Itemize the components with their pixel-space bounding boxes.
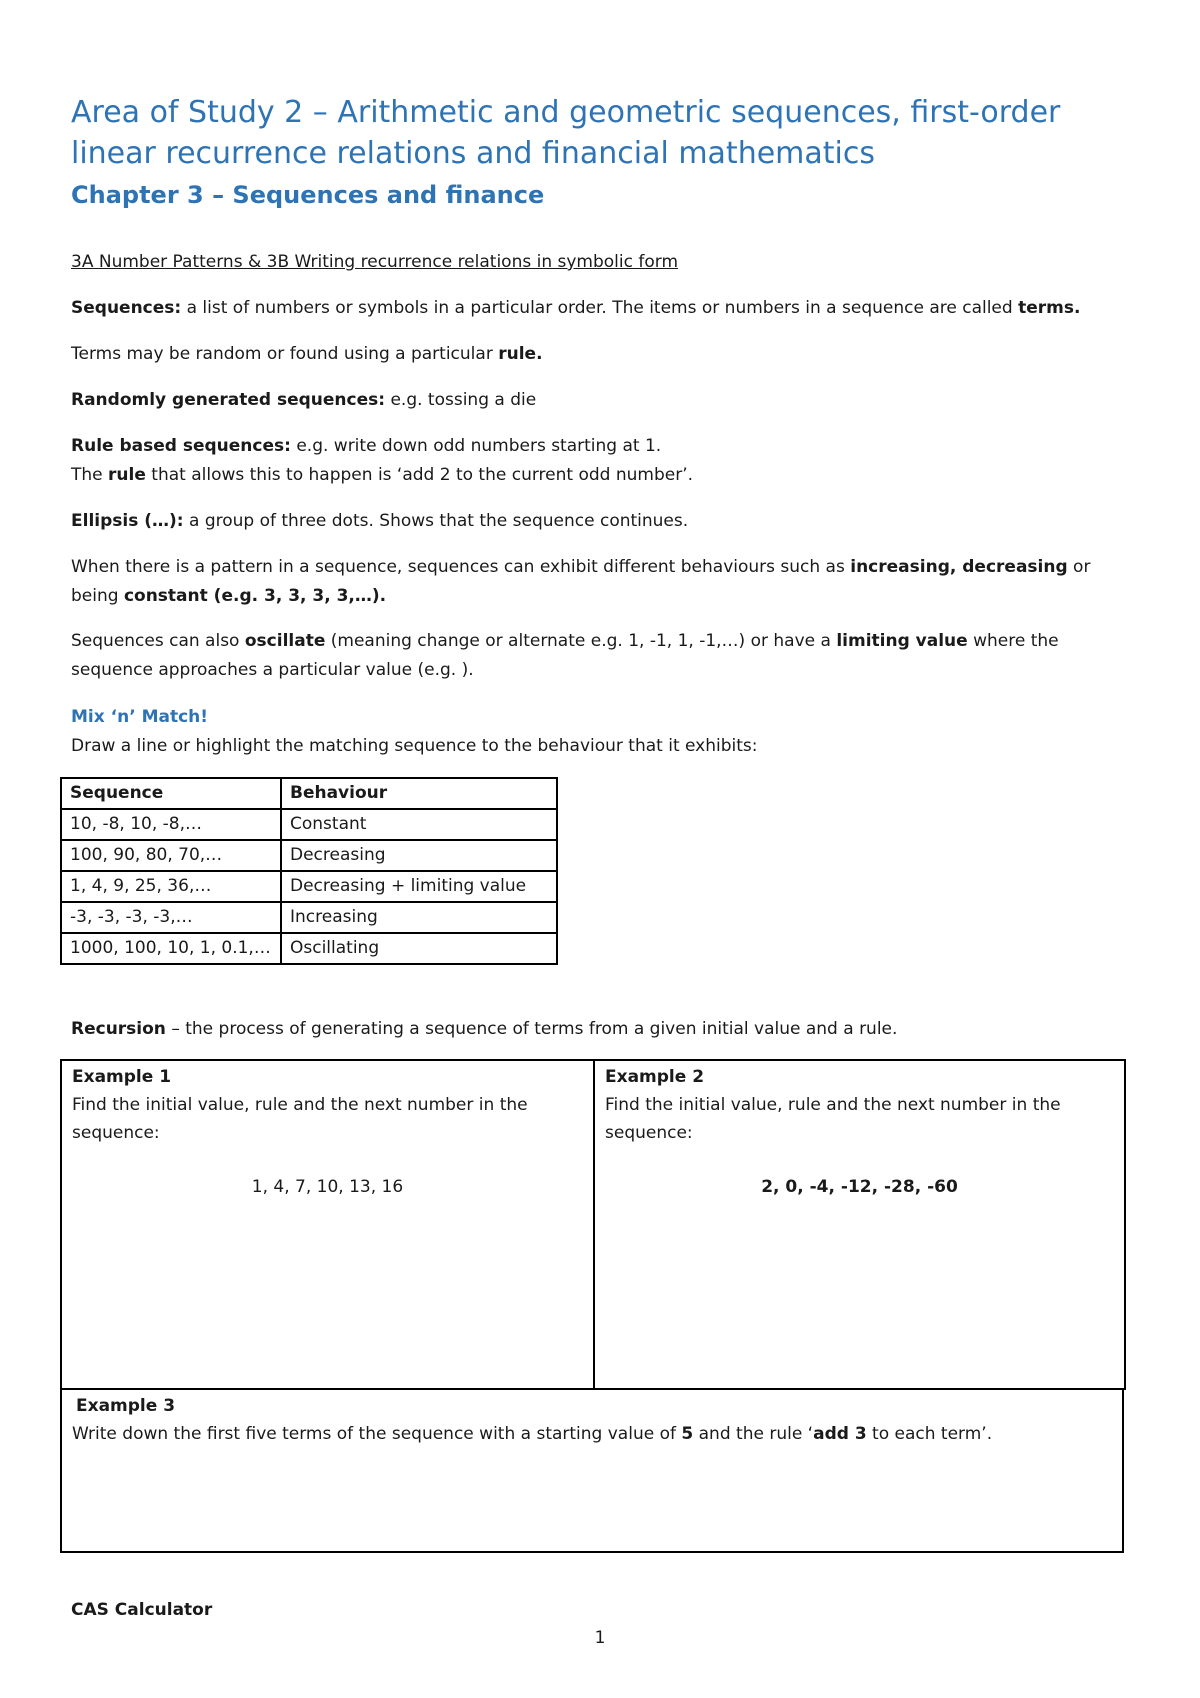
rule-line-word: rule — [108, 465, 146, 485]
behaviour-cell: Increasing — [281, 902, 557, 933]
sequence-cell: 1000, 100, 10, 1, 0.1,… — [61, 933, 281, 964]
page-title: Area of Study 2 – Arithmetic and geometric sequences, first-order linear recurrence relations and financial mathematics — [71, 95, 1061, 171]
behaviour-cell: Oscillating — [281, 933, 557, 964]
decreasing-word: decreasing — [962, 557, 1068, 577]
table-row — [61, 871, 557, 902]
terms-line: Terms may be random or found using a particular rule. — [71, 344, 543, 364]
table-row — [61, 840, 557, 871]
cas-calculator-heading: CAS Calculator — [71, 1600, 213, 1620]
ellipsis-text: a group of three dots. Shows that the sequence continues. — [183, 511, 689, 531]
increasing-word: increasing — [850, 557, 950, 577]
sequences-definition: Sequences: a list of numbers or symbols in a particular order. The items or numbers in a sequence are called terms. — [71, 298, 1081, 318]
example-3-rule: add 3 — [813, 1424, 867, 1444]
ellipsis-definition — [71, 507, 1131, 536]
table-row — [61, 933, 557, 964]
table-header-row — [61, 778, 557, 809]
recursion-text: – the process of generating a sequence of terms from a given initial value and a rule. — [165, 1019, 898, 1039]
chapter-title: Chapter 3 – Sequences and finance — [71, 181, 545, 209]
oscillate-word: oscillate — [244, 631, 326, 651]
sequences-term: Sequences: — [71, 298, 182, 318]
example-1-prompt: Find the initial value, rule and the next number in the sequence: — [72, 1095, 528, 1143]
rule-based-term: Rule based sequences: — [71, 436, 291, 456]
column-header-sequence: Sequence — [61, 778, 281, 809]
example-3-value: 5 — [681, 1424, 694, 1444]
mix-match-heading: Mix ‘n’ Match! — [71, 707, 209, 727]
rule-line-pre: The — [71, 465, 109, 485]
osc-pre: Sequences can also — [71, 631, 245, 651]
recursion-term: Recursion — [71, 1019, 166, 1039]
rule-line-post: that allows this to happen is ‘add 2 to the current odd number’. — [145, 465, 693, 485]
section-title: 3A Number Patterns & 3B Writing recurrence relations in symbolic form — [71, 252, 679, 272]
pattern-paragraph: When there is a pattern in a sequence, sequences can exhibit different behaviours such as increasing, decreasing or being constant (e.g. 3, 3, 3, 3,…). — [71, 557, 1091, 606]
osc-mid: (meaning change or alternate e.g. 1, -1, 1, -1,…) or have a — [325, 631, 837, 651]
example-3-prompt: Write down the first five terms of the sequence with a starting value of 5 and the rule ‘add 3 to each term’. — [72, 1424, 993, 1444]
oscillate-paragraph — [71, 627, 1131, 685]
rule-based-definition — [71, 432, 1131, 490]
constant-word: constant — [123, 586, 208, 606]
mix-match-instruction: Draw a line or highlight the matching sequence to the behaviour that it exhibits: — [71, 736, 758, 756]
rule-based-text: e.g. write down odd numbers starting at 1. — [290, 436, 662, 456]
table-row — [61, 809, 557, 840]
behaviour-cell: Decreasing + limiting value — [281, 871, 557, 902]
example-1-label: Example 1 — [72, 1067, 172, 1087]
ellipsis-term: Ellipsis (…): — [71, 511, 184, 531]
random-term: Randomly generated sequences: — [71, 390, 386, 410]
sequence-cell: 10, -8, 10, -8,… — [61, 809, 281, 840]
example-2-box — [593, 1059, 1126, 1390]
example-3-label: Example 3 — [76, 1396, 176, 1416]
limiting-word: limiting value — [836, 631, 968, 651]
example-1-box — [60, 1059, 595, 1390]
osc-post: where the sequence approaches a particular value (e.g. ). — [71, 631, 1059, 680]
column-header-behaviour: Behaviour — [281, 778, 557, 809]
terms-word: terms — [1018, 298, 1074, 318]
table-row — [61, 902, 557, 933]
sequences-text: a list of numbers or symbols in a particular order. The items or numbers in a sequence are called — [181, 298, 1019, 318]
example-2-label: Example 2 — [605, 1067, 705, 1087]
example-2-sequence: 2, 0, -4, -12, -28, -60 — [761, 1177, 958, 1197]
sequence-cell: 1, 4, 9, 25, 36,… — [61, 871, 281, 902]
behaviour-cell: Constant — [281, 809, 557, 840]
pattern-pre: When there is a pattern in a sequence, sequences can exhibit different behaviours such as — [71, 557, 851, 577]
constant-example: (e.g. 3, 3, 3, 3,…). — [207, 586, 387, 606]
example-3-box — [60, 1388, 1124, 1553]
or-text: or being — [71, 557, 1091, 606]
terms-line-text: Terms may be random or found using a particular — [71, 344, 499, 364]
mix-match-block — [71, 703, 1131, 761]
sequence-cell: 100, 90, 80, 70,… — [61, 840, 281, 871]
mix-match-table — [60, 777, 558, 965]
random-text: e.g. tossing a die — [385, 390, 537, 410]
rule-word: rule — [498, 344, 537, 364]
random-definition — [71, 386, 1131, 415]
sequence-cell: -3, -3, -3, -3,… — [61, 902, 281, 933]
example-2-prompt: Find the initial value, rule and the next number in the sequence: — [605, 1095, 1061, 1143]
example-1-sequence: 1, 4, 7, 10, 13, 16 — [251, 1177, 404, 1197]
page-number: 1 — [594, 1628, 606, 1648]
behaviour-cell: Decreasing — [281, 840, 557, 871]
recursion-definition — [71, 1015, 1131, 1044]
